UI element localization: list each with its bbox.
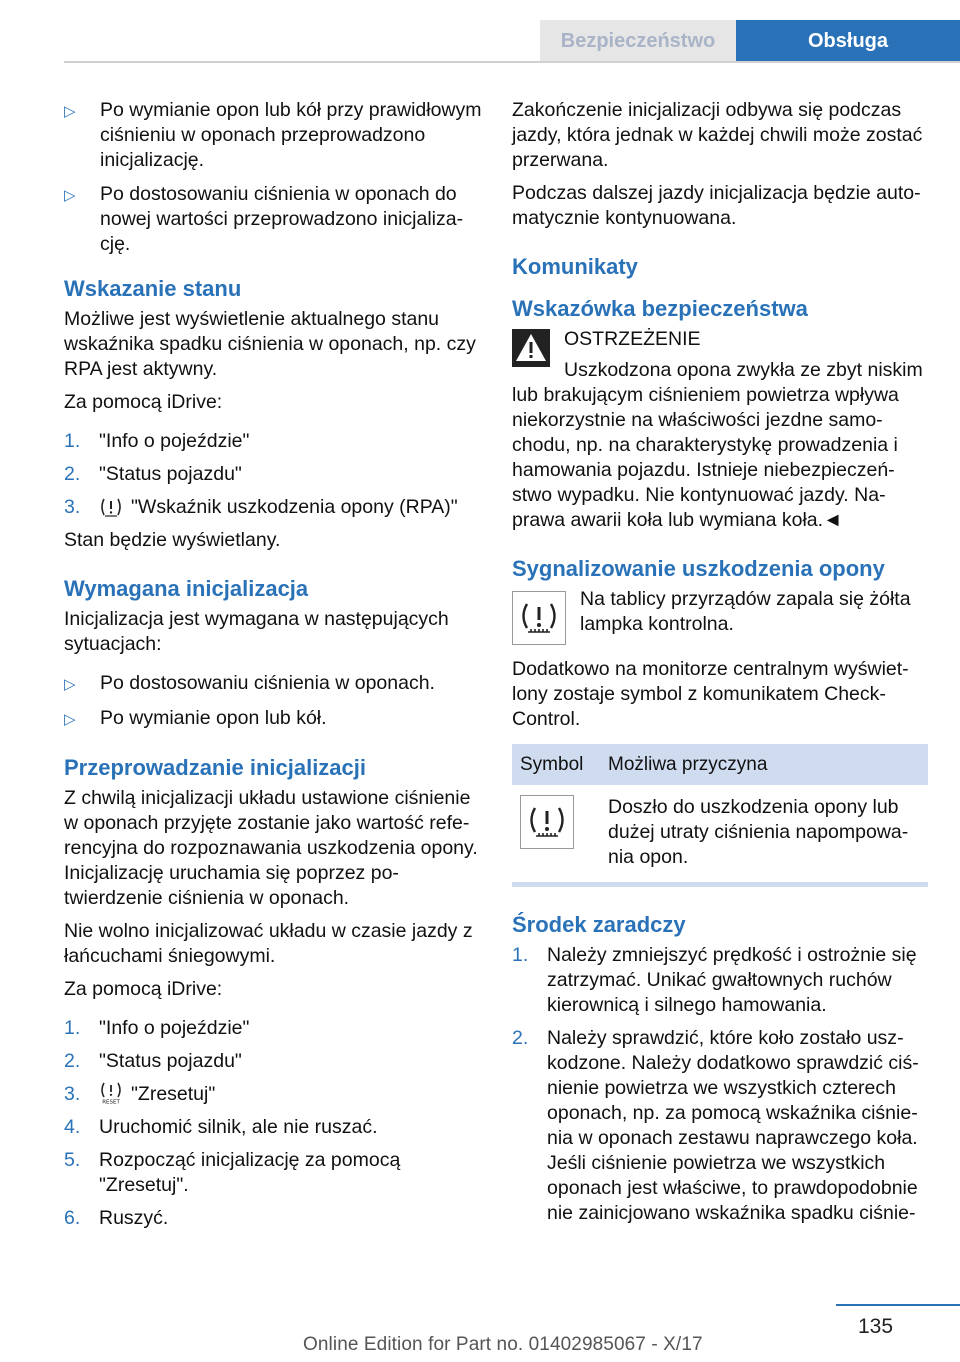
list-item: 1. "Info o pojeździe" — [64, 1017, 250, 1039]
bullet-triangle-icon: ▷ — [64, 711, 76, 728]
idrive-label: Za pomocą iDrive: — [64, 391, 223, 413]
page-header — [0, 0, 960, 62]
procedure-heading: Przeprowadzanie inicjalizacji — [64, 755, 366, 780]
list-item: 2. "Status pojazdu" — [64, 463, 242, 485]
header-divider — [64, 61, 960, 63]
warning-text: Uszkodzona opona zwykła ze zbyt niskim lub brakującym ciśnieniem powietrza wpływa niekorzystnie na właściwości jezdne samochodu, np. na charakterystykę prowadzenia i hamowania pojazdu. Istnieje niebezpieczeństwo wypadku. Nie kontynuować jazdy. Naprawa awarii koła lub wymiana koła.◄ — [512, 359, 923, 531]
section-tab: Bezpieczeństwo — [540, 20, 736, 62]
table-row — [512, 785, 928, 880]
table-header-cause: Możliwa przyczyna — [600, 744, 928, 785]
messages-heading: Komunikaty — [512, 254, 638, 279]
status-heading: Wskazanie stanu — [64, 276, 242, 301]
tire-pressure-icon — [99, 497, 123, 517]
warning-title: OSTRZEŻENIE — [564, 328, 701, 350]
warning-triangle-icon — [512, 329, 550, 367]
idrive-label: Za pomocą iDrive: — [64, 978, 223, 1000]
table-bottom-rule — [512, 882, 928, 887]
bullet-triangle-icon: ▷ — [64, 103, 76, 120]
list-item: 1. "Info o pojeździe" — [64, 430, 250, 452]
list-item: 5. Rozpocząć inicjalizację za pomocą "Zresetuj". — [64, 1149, 401, 1196]
tire-pressure-icon — [512, 591, 566, 645]
page-number: 135 — [858, 1315, 894, 1338]
list-item: ▷ Po dostosowaniu ciśnienia w oponach do nowej wartości przeprowadzono inicjalizację. — [64, 183, 464, 255]
list-item: 4. Uruchomić silnik, ale nie ruszać. — [64, 1116, 378, 1138]
signal-row — [512, 587, 928, 645]
procedure-text-2: Nie wolno inicjalizować układu w czasie jazdy z łańcuchami śniegowymi. — [64, 920, 473, 967]
chapter-tab: Obsługa — [736, 20, 960, 62]
list-item: ▷ Po wymianie opon lub kół. — [64, 706, 484, 732]
table-cell-cause: Doszło do uszkodzenia opony lub dużej utraty ciśnienia napompowania opon. — [608, 796, 909, 868]
tire-pressure-reset-icon — [99, 1082, 123, 1104]
list-item: ▷ Po wymianie opon lub kół przy prawidłowym ciśnieniu w oponach przeprowadzono inicjalizację. — [64, 99, 482, 171]
remedy-steps — [512, 943, 928, 1226]
required-text: Inicjalizacja jest wymagana w następujących sytuacjach: — [64, 608, 449, 655]
symbol-table — [512, 744, 928, 880]
list-item: 3. "Wskaźnik uszkodzenia opony (RPA)" — [64, 496, 458, 518]
signal-heading: Sygnalizowanie uszkodzenia opony — [512, 556, 885, 581]
status-steps — [64, 429, 484, 520]
procedure-steps — [64, 1016, 484, 1231]
safety-heading: Wskazówka bezpieczeństwa — [512, 296, 808, 321]
procedure-text-1: Z chwilą inicjalizacji układu ustawione ciśnienie w oponach przyjęte zostanie jako wartość referencyjna do rozpoznawania uszkodzenia opony. Inicjalizację uruchamia się poprzez potwierdzenie ciśnienia w oponach. — [64, 787, 478, 909]
list-item: ▷ Po dostosowaniu ciśnienia w oponach. — [64, 671, 484, 697]
bullet-triangle-icon: ▷ — [64, 676, 76, 693]
required-heading: Wymagana inicjalizacja — [64, 576, 309, 601]
remedy-heading: Środek zaradczy — [512, 912, 686, 937]
footer-rule — [836, 1304, 960, 1306]
list-item: 1. Należy zmniejszyć prędkość i ostrożnie się zatrzymać. Unikać gwałtownych ruchów kierownicą i silnego hamowania. — [512, 944, 917, 1016]
init-end-text: Zakończenie inicjalizacji odbywa się podczas jazdy, która jednak w każdej chwili może zostać przerwana. — [512, 99, 923, 171]
list-item: 6. Ruszyć. — [64, 1207, 169, 1229]
edition-text: Online Edition for Part no. 01402985067 - X/17 — [303, 1334, 703, 1355]
right-column — [512, 98, 928, 1234]
list-item: 3. RESET "Zresetuj" — [64, 1083, 216, 1105]
list-item: 2. "Status pojazdu" — [64, 1050, 242, 1072]
init-continue-text: Podczas dalszej jazdy inicjalizacja będzie automatycznie kontynuowana. — [512, 182, 921, 229]
warning-block — [512, 327, 928, 533]
table-header-symbol: Symbol — [512, 744, 600, 785]
signal-text: Na tablicy przyrządów zapala się żółta lampka kontrolna. — [580, 588, 911, 635]
svg-text:RESET: RESET — [102, 1099, 120, 1104]
status-after: Stan będzie wyświetlany. — [64, 529, 281, 551]
status-text: Możliwe jest wyświetlenie aktualnego stanu wskaźnika spadku ciśnienia w oponach, np. czy RPA jest aktywny. — [64, 308, 476, 380]
bullet-triangle-icon: ▷ — [64, 187, 76, 204]
left-column — [64, 98, 484, 1239]
list-item: 2. Należy sprawdzić, które koło zostało uszkodzone. Należy dodatkowo sprawdzić ciśnienie powietrza we wszystkich czterech oponach, np. za pomocą wskaźnika ciśnienia w oponach zestawu naprawczego koła. Jeśli ciśnienie powietrza we wszystkich oponach jest właściwe, to prawdopodobnie nie zainicjowano wskaźnika spadku ciśnie- — [512, 1027, 919, 1224]
signal-extra-text: Dodatkowo na monitorze centralnym wyświetlony zostaje symbol z komunikatem Check-Control. — [512, 658, 909, 730]
tire-pressure-icon — [520, 795, 574, 849]
